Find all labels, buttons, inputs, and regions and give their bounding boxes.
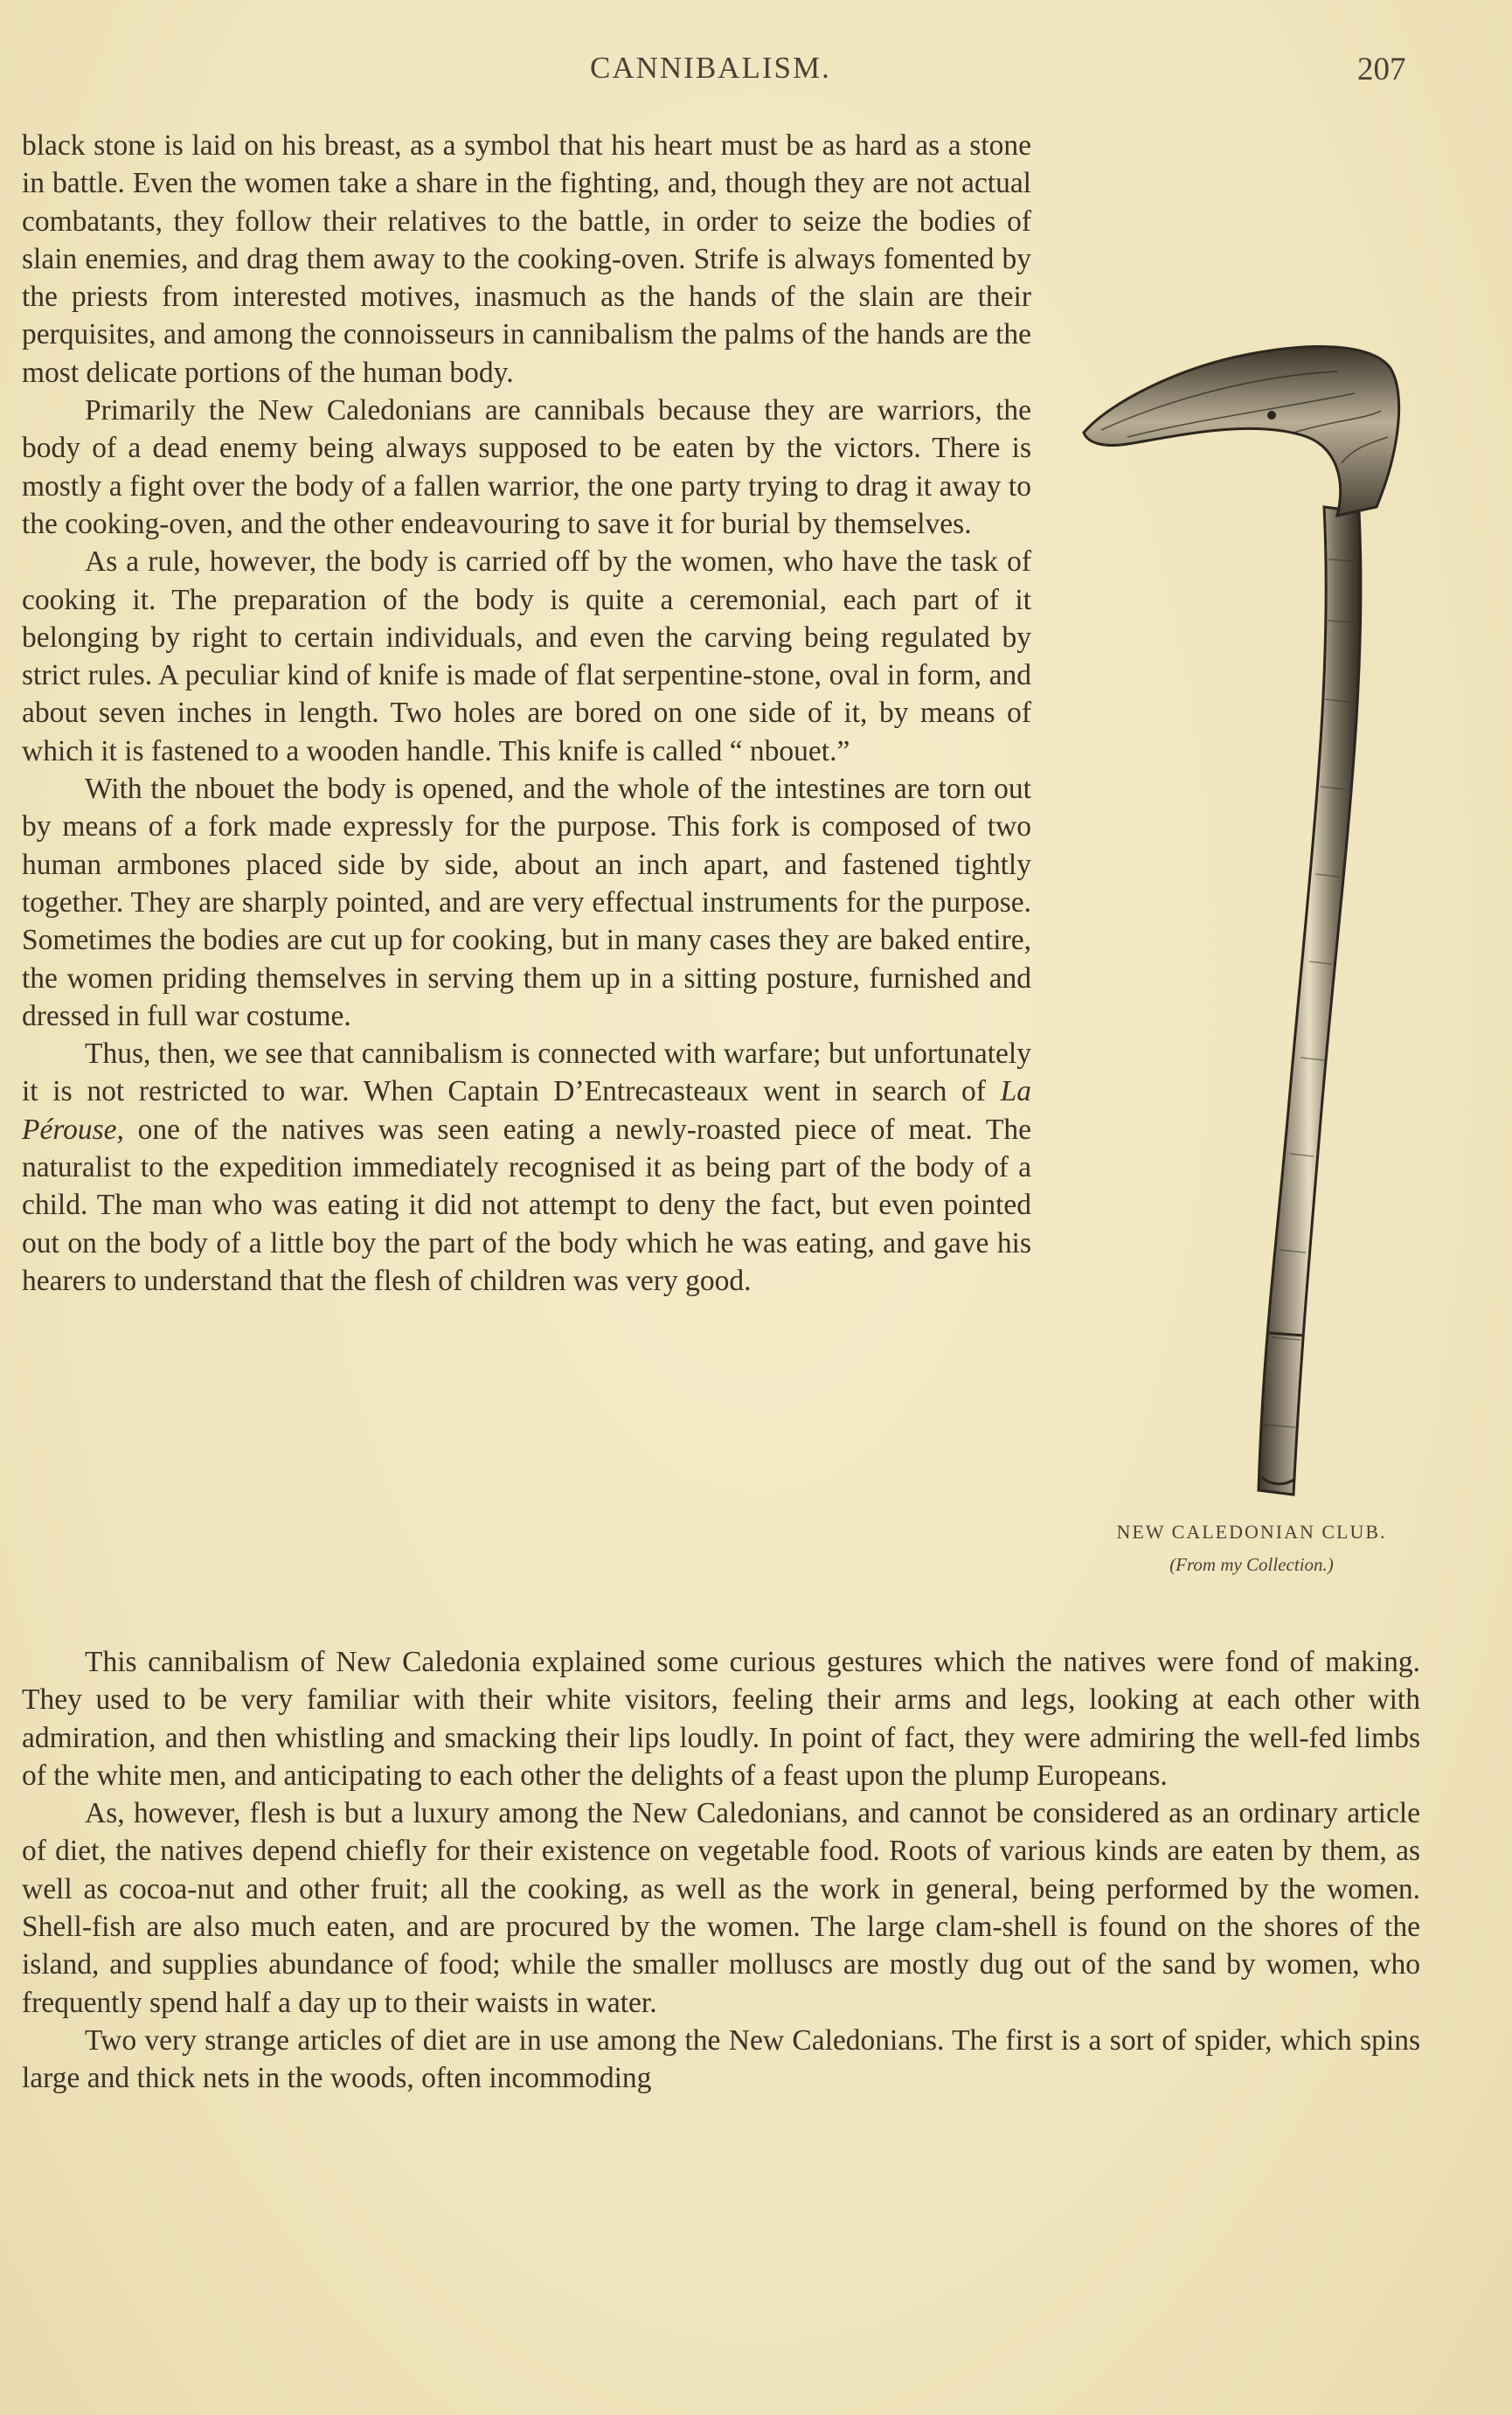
paragraph-6: This cannibalism of New Caledonia explained some curious gestures which the natives were fond of making. They used to be very familiar with their white visitors, feeling their arms and legs, looking at each other with admiration, and then whistling and smacking their lips loudly. In point of fact, they were admiring the well-fed limbs of the white men, and anticipating to each other the delights of a feast upon the plump Europeans. — [22, 1646, 1420, 1792]
paragraph-5-part-1: Thus, then, we see that cannibalism is connected with warfare; but unfortunately it is not restricted to war. When Captain D’Entrecasteaux went in search of — [22, 1037, 1031, 1108]
running-head: CANNIBALISM. — [590, 51, 831, 85]
caption-title: NEW CALEDONIAN CLUB. — [1116, 1521, 1387, 1543]
paragraph-1: black stone is laid on his breast, as a symbol that his heart must be as hard as a stone in battle. Even the women take a share in the fighting, and, though they are not actual combatants, they follow their relatives to the battle, in order to seize the bodies of slain enemies, and drag them away to the cooking-oven. Strife is always fomented by the priests from interested motives, inasmuch as the hands of the slain are their perquisites, and among the connoisseurs in cannibalism the palms of the hands are the most delicate portions of the human body. — [22, 129, 1031, 389]
paragraph-3: As a rule, however, the body is carried off by the women, who have the task of cooking it. The preparation of the body is quite a ceremonial, each part of it belonging by right to certain individuals, and even the carving being regulated by strict rules. A peculiar kind of knife is made of flat serpentine-stone, oval in form, and about seven inches in length. Two holes are bored on one side of it, by means of which it is fastened to a wooden handle. This knife is called “ nbouet.” — [22, 545, 1031, 767]
paragraph-5 — [22, 1035, 1031, 1300]
club-illustration — [1075, 332, 1433, 1503]
page-number: 207 — [1357, 52, 1406, 87]
narrow-text-column — [22, 127, 1031, 1300]
ship-name: La Pérouse, — [22, 1075, 1032, 1146]
paragraph-2: Primarily the New Caledonians are cannibals because they are warriors, the body of a dead enemy being always supposed to be eaten by the victors. There is mostly a fight over the body of a fallen warrior, the one party trying to drag it away to the cooking-oven, and the other endeavouring to save it for burial by themselves. — [22, 394, 1031, 540]
paragraph-8: Two very strange articles of diet are in use among the New Caledonians. The first is a sort of spider, which spins large and thick nets in the woods, often incommoding — [22, 2023, 1420, 2095]
figure-caption — [1077, 1521, 1426, 1576]
paragraph-7: As, however, flesh is but a luxury among the New Caledonians, and cannot be considered as an ordinary article of diet, the natives depend chiefly for their existence on vegetable food. Roots of various kinds are eaten by them, as well as cocoa-nut and other fruit; all the cooking, as well as the work in general, being performed by the women. Shell-fish are also much eaten, and are procured by the women. The large clam-shell is found on the shores of the island, and supplies abundance of food; while the smaller molluscs are mostly dug out of the sand by women, who frequently spend half a day up to their waists in water. — [22, 1797, 1420, 2019]
paragraph-5-part-2: one of the natives was seen eating a newly-roasted piece of meat. The naturalist to the expedition immediately recognised it as being part of the body of a child. The man who was eating it did not attempt to deny the fact, but even pointed out on the body of a little boy the part of the body which he was eating, and gave his hearers to understand that the flesh of children was very good. — [22, 1113, 1031, 1297]
paragraph-4: With the nbouet the body is opened, and the whole of the intestines are torn out by means of a fork made expressly for the purpose. This fork is composed of two human armbones placed side by side, about an inch apart, and fastened tightly together. They are sharply pointed, and are very effectual instruments for the purpose. Sometimes the bodies are cut up for cooking, but in many cases they are baked entire, the women priding themselves in serving them up in a sitting posture, furnished and dressed in full war costume. — [22, 773, 1031, 1032]
club-drawing — [1075, 332, 1433, 1503]
full-text-column — [22, 1643, 1420, 2098]
caption-subtitle: (From my Collection.) — [1169, 1554, 1334, 1575]
page-header — [0, 51, 1512, 94]
